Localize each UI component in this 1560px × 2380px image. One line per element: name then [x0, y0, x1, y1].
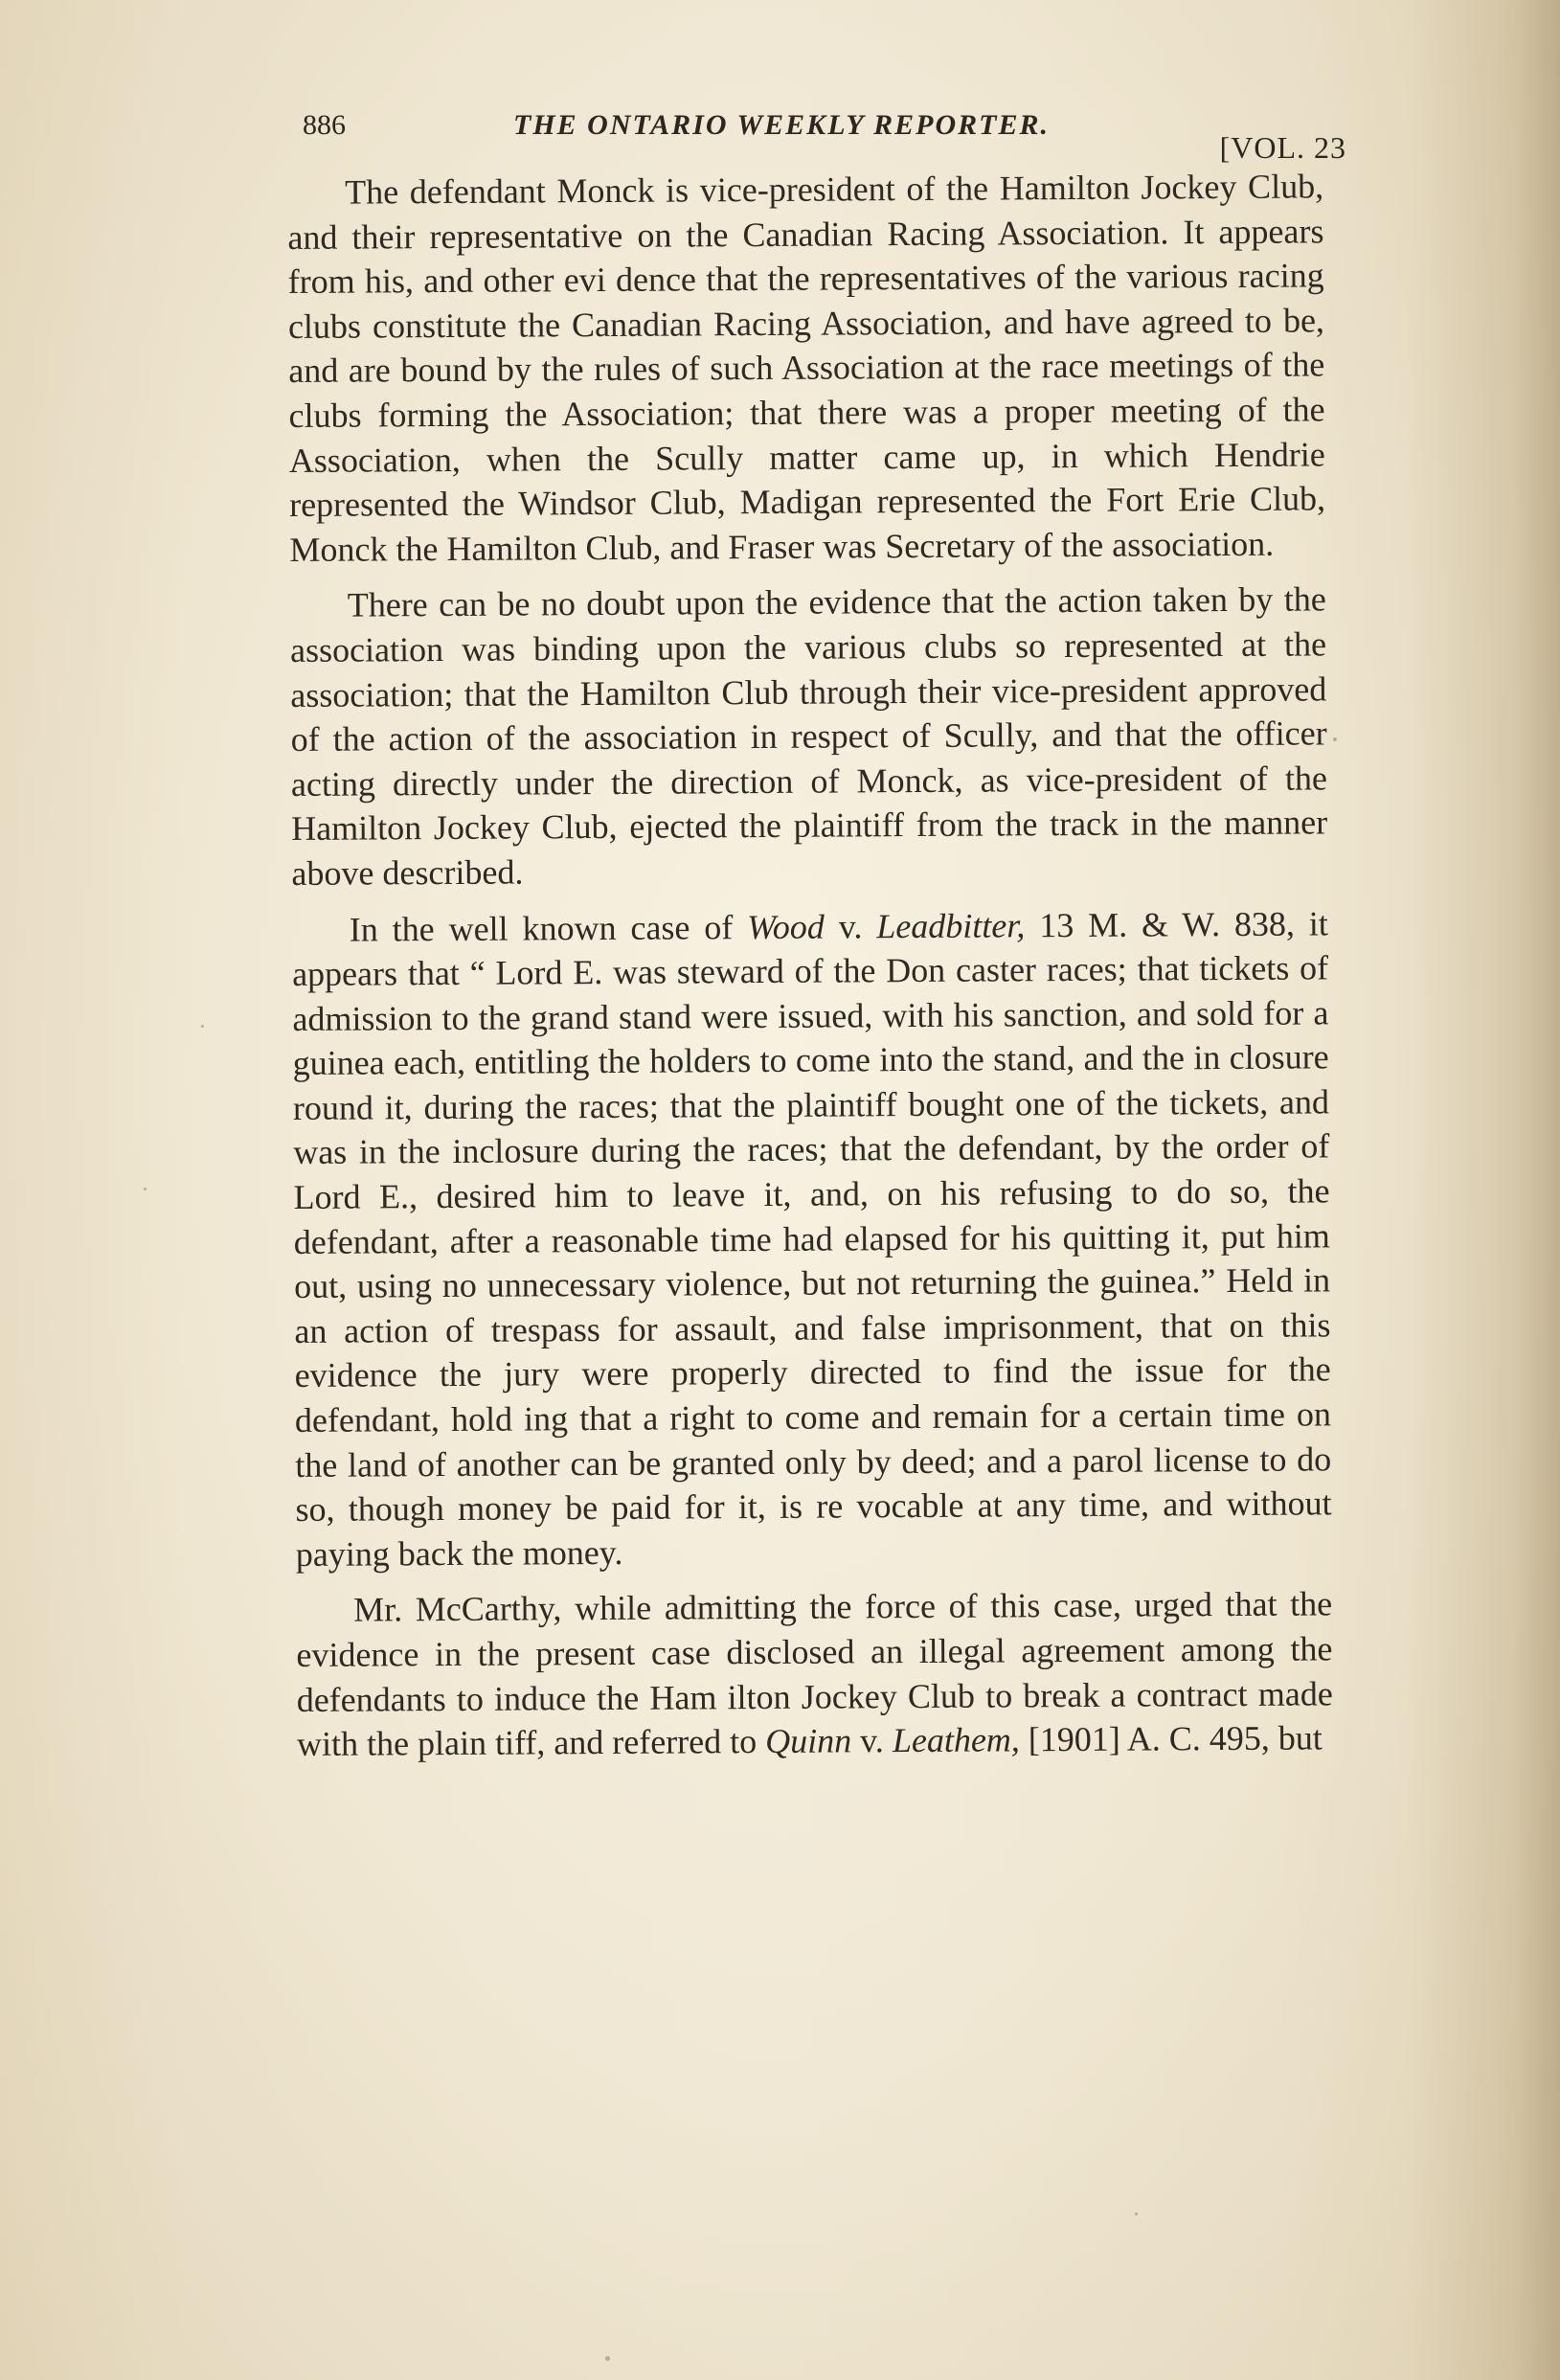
running-header	[303, 96, 1346, 172]
case-name-leadbitter: Leadbitter,	[876, 905, 1026, 945]
paragraph-3-lead: In the well known case of	[349, 907, 748, 949]
paragraph-2: There can be no doubt upon the evidence that the action taken by the association was binding upon the various clubs so represented at the association; that the Hamilton Club through their vice-president approved of the action of the association in respect of Scully, and that the officer acting directly under the direction of Monck, as vice-president of the Hamilton Jockey Club, ejected the plaintiff from the track in the manner above described.	[289, 579, 1328, 893]
case-versus: v.	[824, 906, 877, 946]
paper-speck	[144, 1188, 147, 1190]
case-name-wood: Wood	[747, 907, 825, 946]
paper-speck	[605, 2356, 610, 2361]
case-name-quinn: Quinn	[765, 1721, 852, 1761]
body-text	[287, 164, 1333, 1778]
paragraph-3-rest: 13 M. & W. 838, it appears that “ Lord E. was steward of the Don caster races; that tickets of admission to the grand stand were issued, with his sanction, and sold for a guinea each, entitling the holders to come into the stand, and the in closure round it, during the races; that the plaintiff bought one of the tickets, and was in the inclosure during the races; that the defendant, by the order of Lord E., desired him to leave it, and, on his refusing to do so, the defendant, after a reasonable time had elapsed for his quitting it, put him out, using no unnecessary violence, but not returning the guinea.” Held in an action of trespass for assault, and false imprisonment, that on this evidence the jury were properly directed to find the issue for the defendant, hold ing that a right to come and remain for a certain time on the land of another can be granted only by deed; and a parol license to do so, though money be paid for it, is re vocable at any time, and without paying back the money.	[292, 903, 1332, 1574]
running-title: THE ONTARIO WEEKLY REPORTER.	[513, 109, 1050, 141]
volume-label: [VOL. 23	[1219, 130, 1346, 165]
paper-speck	[1333, 737, 1337, 741]
paragraph-1: The defendant Monck is vice-president of the Hamilton Jockey Club, and their representative on the Canadian Racing Association. It appears from his, and other evi dence that the representatives of the various racing clubs constitute the Canadian Racing Association, and have agreed to be, and are bound by the rules of such Association at the race meetings of the clubs forming the Association; that there was a proper meeting of the Association, when the Scully matter came up, in which Hendrie represented the Windsor Club, Madigan represented the Fort Erie Club, Monck the Hamilton Club, and Fraser was Secretary of the association.	[287, 167, 1326, 569]
paper-speck	[1135, 2212, 1138, 2215]
paragraph-4	[296, 1582, 1333, 1767]
paragraph-3	[292, 901, 1332, 1577]
paragraph-4-lead: Mr. McCarthy, while admitting the force of this case, urged that the evidence in the present case disclosed an illegal agreement among the defendants to induce the Ham ilton Jockey Club to break a contract made with the plain tiff, and referred to	[296, 1584, 1333, 1764]
case-versus: v.	[851, 1721, 893, 1760]
case-name-leathem: Leathem,	[892, 1720, 1020, 1760]
paper-speck	[201, 1025, 204, 1028]
page-number: 886	[303, 109, 346, 141]
paragraph-4-rest: [1901] A. C. 495, but	[1019, 1718, 1323, 1759]
